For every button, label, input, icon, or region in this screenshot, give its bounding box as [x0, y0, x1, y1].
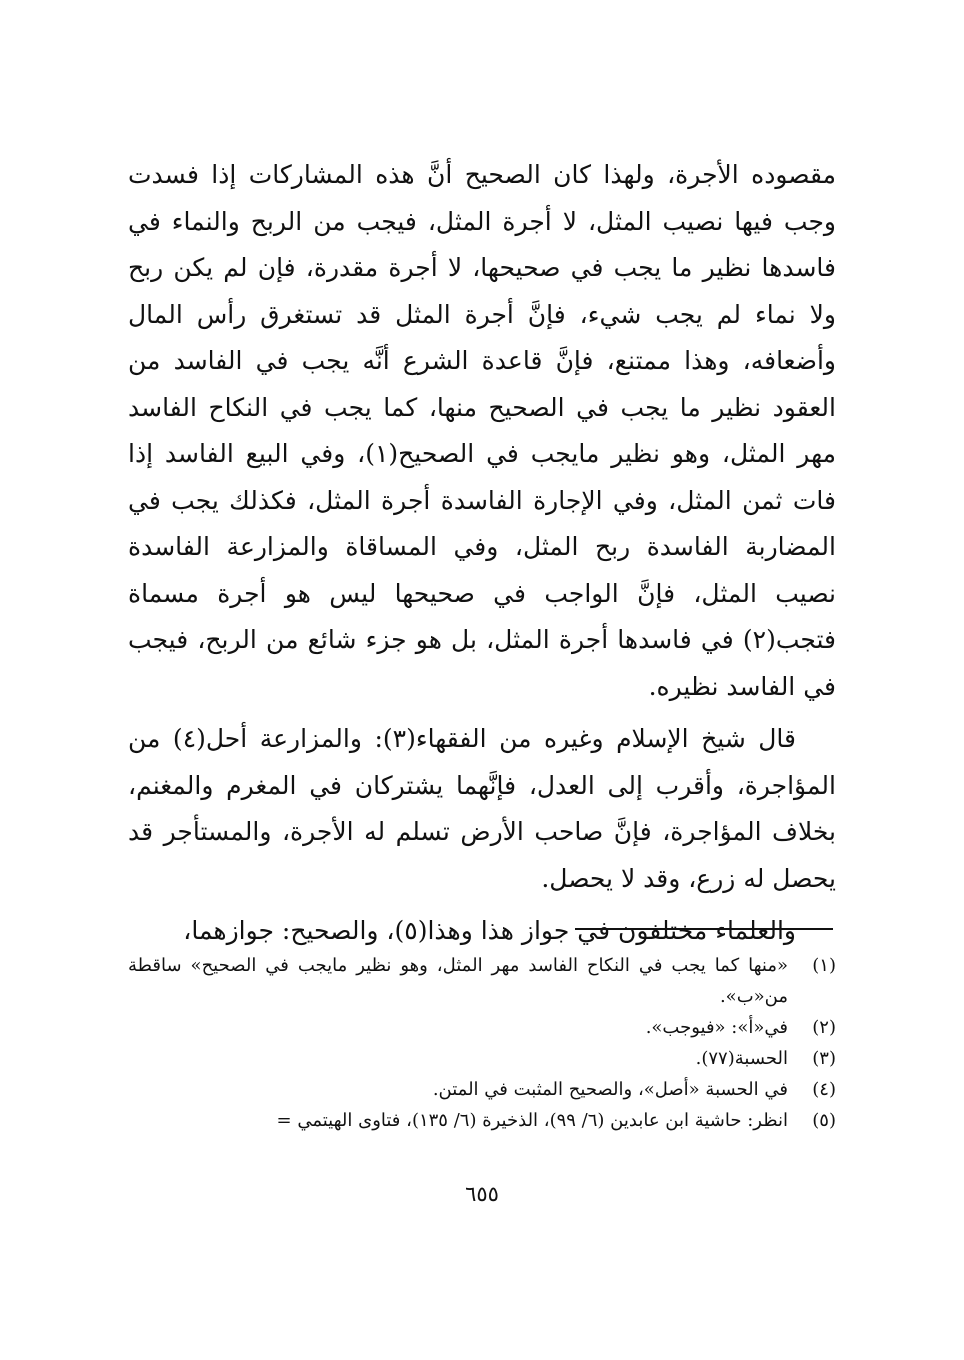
footnote-text: «منها كما يجب في النكاح الفاسد مهر المثل، وهو نظير مايجب في الصحيح» ساقطة من«ب». — [128, 955, 788, 1007]
footnote-number: (٤) — [812, 1079, 836, 1100]
footnote-text: الحسبة(٧٧). — [695, 1048, 788, 1069]
footnote-text: انظر: حاشية ابن عابدين (٦/ ٩٩)، الذخيرة (٦/ ١٣٥)، فتاوى الهيتمي = — [276, 1110, 788, 1131]
footnote-text: في الحسبة «أصل»، والصحيح المثبت في المتن. — [432, 1079, 788, 1100]
footnote-2 — [128, 1012, 836, 1043]
footnote-3 — [128, 1043, 836, 1074]
footnotes — [128, 950, 836, 1136]
footnote-number: (١) — [812, 955, 836, 976]
paragraph-2: قال شيخ الإسلام وغيره من الفقهاء(٣): والمزارعة أحل(٤) من المؤاجرة، وأقرب إلى العدل، فإنَّهما يشتركان في المغرم والمغنم، بخلاف المؤاجرة، فإنَّ صاحب الأرض تسلم له الأجرة، والمستأجر قد يحصل له زرع، وقد لا يحصل. — [128, 724, 836, 893]
footnote-text: في«أ»: «فيوجب». — [645, 1017, 788, 1038]
footnote-separator — [575, 928, 833, 930]
footnote-4 — [128, 1074, 836, 1105]
paragraph-1: مقصوده الأجرة، ولهذا كان الصحيح أنَّ هذه المشاركات إذا فسدت وجب فيها نصيب المثل، لا أجرة المثل، فيجب من الربح والنماء في فاسدها نظير ما يجب في صحيحها، لا أجرة مقدرة، فإن لم يكن ربح ولا نماء لم يجب شيء، فإنَّ أجرة المثل قد تستغرق رأس المال وأضعافه، وهذا ممتنع، فإنَّ قاعدة الشرع أنَّه يجب في الفاسد من العقود نظير ما يجب في الصحيح منها، كما يجب في النكاح الفاسد مهر المثل، وهو نظير مايجب في الصحيح(١)، وفي البيع الفاسد إذا فات ثمن المثل، وفي الإجارة الفاسدة أجرة المثل، فكذلك يجب في المضاربة الفاسدة ربح المثل، وفي المساقاة والمزارعة الفاسدة نصيب المثل، فإنَّ الواجب في صحيحها ليس هو أجرة مسماة فتجب(٢) في فاسدها أجرة المثل، بل هو جزء شائع من الربح، فيجب في الفاسد نظيره. — [128, 160, 836, 701]
paragraph-3: والعلماء مختلفون في جواز هذا وهذا(٥)، والصحيح: جوازهما، — [183, 916, 796, 945]
footnote-number: (٣) — [812, 1048, 836, 1069]
footnote-1 — [128, 950, 836, 1012]
footnote-number: (٥) — [812, 1110, 836, 1131]
footnote-5 — [128, 1105, 836, 1136]
main-text — [128, 152, 836, 955]
page-number: ٦٥٥ — [465, 1182, 499, 1206]
footnote-number: (٢) — [812, 1017, 836, 1038]
